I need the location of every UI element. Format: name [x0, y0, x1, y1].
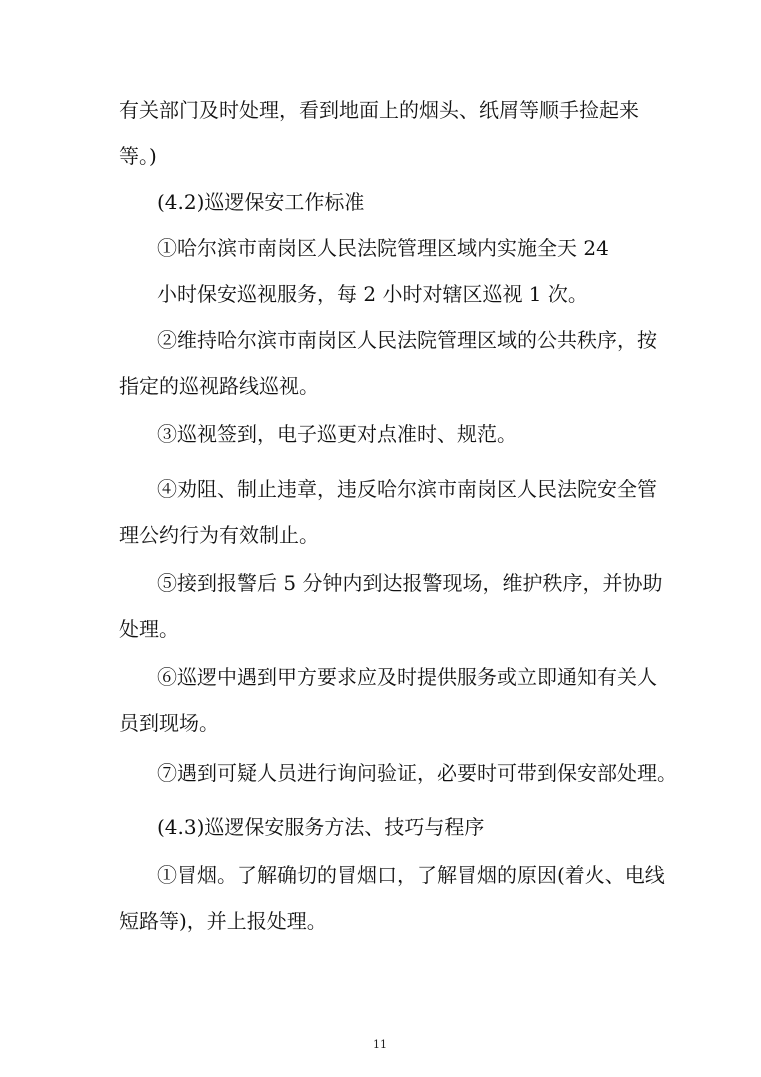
- list-item-2-line: ➁维持哈尔滨市南岗区人民法院管理区域的公共秩序，按: [157, 328, 657, 352]
- page-number: 11: [373, 1038, 387, 1051]
- list-item-5-line: ➄接到报警后 5 分钟内到达报警现场，维护秩序，并协助: [157, 571, 663, 595]
- list-item-3-line: ➂巡视签到，电子巡更对点准时、规范。: [157, 422, 517, 446]
- list-item-2-line: 指定的巡视路线巡视。: [119, 374, 319, 398]
- list-item-1-line: ➀冒烟。了解确切的冒烟口，了解冒烟的原因(着火、电线: [157, 863, 665, 887]
- paragraph-line: 等。): [119, 144, 157, 168]
- list-item-4-line: ➃劝阻、制止违章，违反哈尔滨市南岗区人民法院安全管: [157, 477, 657, 501]
- list-item-5-line: 处理。: [119, 617, 179, 641]
- section-heading: (4.3)巡逻保安服务方法、技巧与程序: [157, 815, 485, 839]
- list-item-1-line: ➀哈尔滨市南岗区人民法院管理区域内实施全天 24: [157, 236, 609, 260]
- section-heading: (4.2)巡逻保安工作标准: [157, 190, 365, 214]
- list-item-1-line: 短路等)，并上报处理。: [119, 909, 327, 933]
- list-item-7-line: ➆遇到可疑人员进行询问验证，必要时可带到保安部处理。: [157, 761, 677, 785]
- list-item-4-line: 理公约行为有效制止。: [119, 523, 319, 547]
- list-item-6-line: ➅巡逻中遇到甲方要求应及时提供服务或立即通知有关人: [157, 665, 657, 689]
- paragraph-line: 有关部门及时处理，看到地面上的烟头、纸屑等顺手捡起来: [119, 98, 639, 122]
- list-item-6-line: 员到现场。: [119, 711, 219, 735]
- list-item-1-line: 小时保安巡视服务，每 2 小时对辖区巡视 1 次。: [157, 282, 588, 306]
